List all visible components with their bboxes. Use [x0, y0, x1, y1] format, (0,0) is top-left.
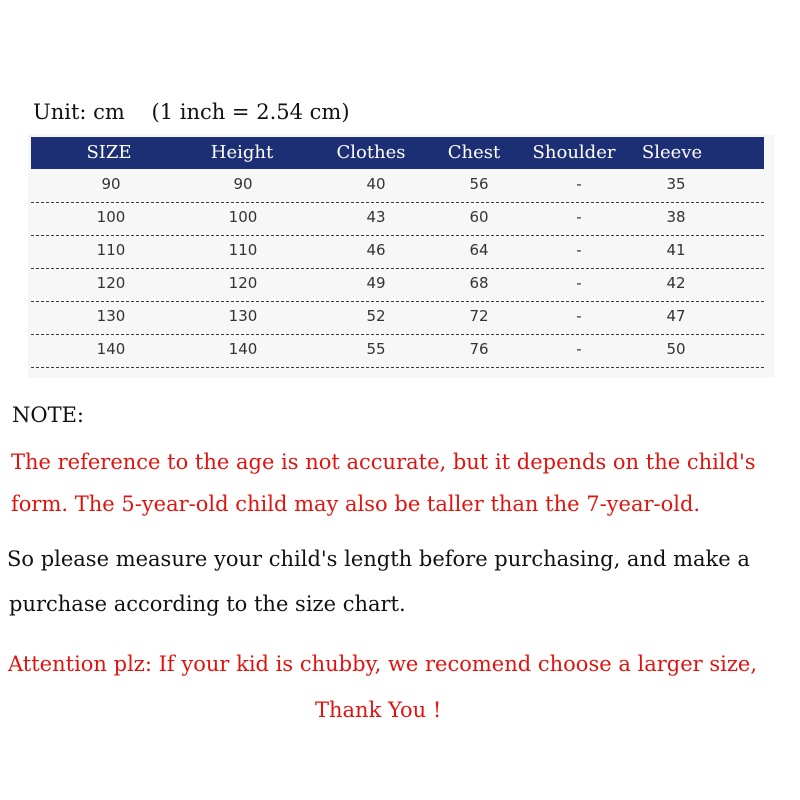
cell-shoulder: - [576, 307, 582, 325]
cell-size: 120 [96, 274, 126, 292]
cell-chest: 72 [469, 307, 489, 325]
header-sleeve: Sleeve [641, 142, 703, 163]
unit-label: Unit: cm (1 inch = 2.54 cm) [33, 100, 350, 124]
table-header [31, 137, 764, 169]
note-line-4: purchase according to the size chart. [9, 592, 406, 616]
cell-shoulder: - [576, 340, 582, 358]
header-chest: Chest [447, 142, 501, 163]
table-row [31, 268, 764, 302]
cell-height: 120 [228, 274, 258, 292]
cell-shoulder: - [576, 241, 582, 259]
cell-height: 100 [228, 208, 258, 226]
thank-you-line: Thank You ! [315, 698, 442, 722]
cell-sleeve: 47 [666, 307, 686, 325]
cell-clothes: 46 [366, 241, 386, 259]
size-chart-table [28, 134, 774, 378]
cell-chest: 56 [469, 175, 489, 193]
note-line-2: form. The 5-year-old child may also be taller than the 7-year-old. [11, 492, 701, 516]
cell-sleeve: 41 [666, 241, 686, 259]
note-title: NOTE: [12, 403, 85, 427]
cell-sleeve: 35 [666, 175, 686, 193]
note-line-3: So please measure your child's length before purchasing, and make a [7, 547, 750, 571]
cell-clothes: 52 [366, 307, 386, 325]
cell-height: 90 [233, 175, 253, 193]
cell-size: 100 [96, 208, 126, 226]
cell-chest: 64 [469, 241, 489, 259]
table-row [31, 235, 764, 269]
cell-size: 90 [101, 175, 121, 193]
header-height: Height [210, 142, 274, 163]
table-row [31, 202, 764, 236]
cell-sleeve: 38 [666, 208, 686, 226]
cell-chest: 60 [469, 208, 489, 226]
note-line-1: The reference to the age is not accurate, but it depends on the child's [11, 450, 756, 474]
header-clothes: Clothes [336, 142, 406, 163]
attention-line: Attention plz: If your kid is chubby, we recomend choose a larger size, [8, 652, 758, 676]
cell-height: 130 [228, 307, 258, 325]
cell-chest: 76 [469, 340, 489, 358]
cell-sleeve: 42 [666, 274, 686, 292]
cell-size: 110 [96, 241, 126, 259]
cell-size: 130 [96, 307, 126, 325]
cell-clothes: 43 [366, 208, 386, 226]
cell-clothes: 49 [366, 274, 386, 292]
cell-height: 140 [228, 340, 258, 358]
cell-height: 110 [228, 241, 258, 259]
cell-sleeve: 50 [666, 340, 686, 358]
cell-clothes: 55 [366, 340, 386, 358]
cell-chest: 68 [469, 274, 489, 292]
cell-clothes: 40 [366, 175, 386, 193]
table-row [31, 169, 764, 203]
cell-shoulder: - [576, 175, 582, 193]
cell-shoulder: - [576, 208, 582, 226]
cell-size: 140 [96, 340, 126, 358]
table-row [31, 334, 764, 368]
table-row [31, 301, 764, 335]
header-shoulder: Shoulder [532, 142, 616, 163]
header-size: SIZE [86, 142, 132, 163]
cell-shoulder: - [576, 274, 582, 292]
